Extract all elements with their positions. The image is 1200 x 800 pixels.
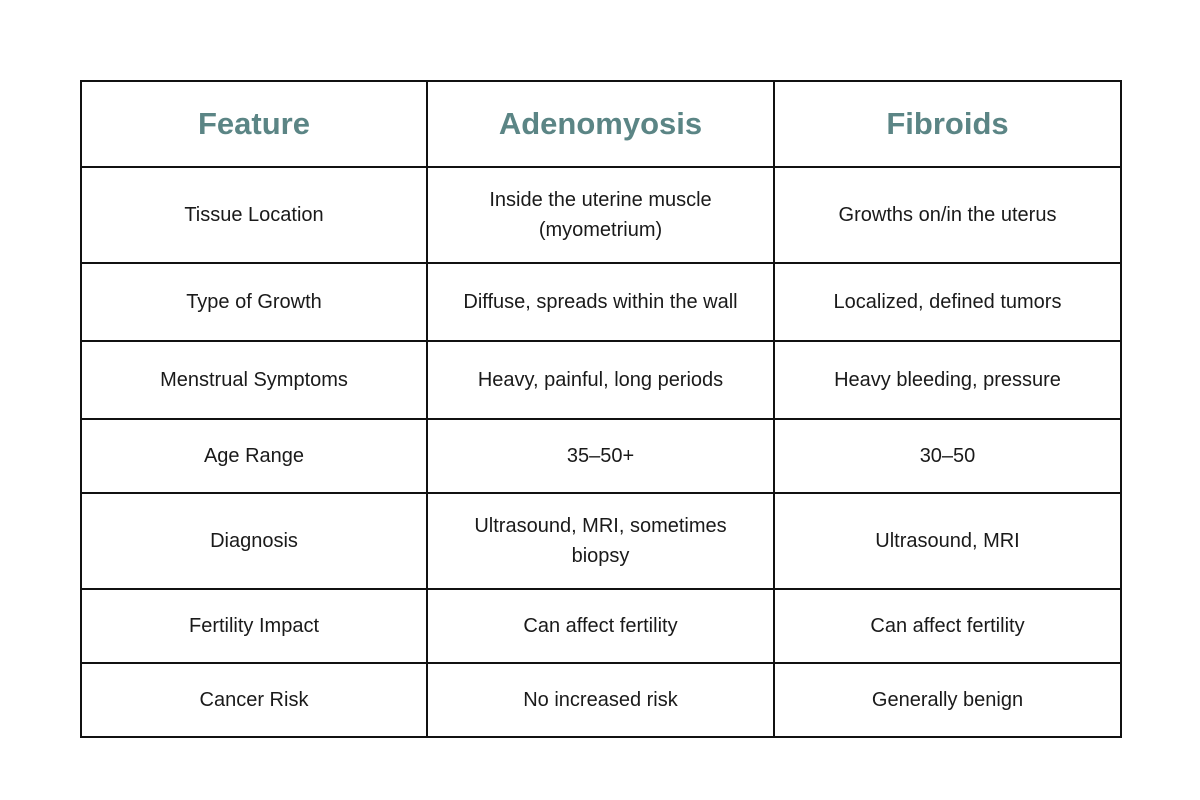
table-row xyxy=(81,589,1121,663)
table-row xyxy=(81,263,1121,341)
fibroids-cell: Growths on/in the uterus xyxy=(774,167,1121,263)
adenomyosis-cell: Ultrasound, MRI, sometimes biopsy xyxy=(427,493,774,589)
fibroids-cell: Generally benign xyxy=(774,663,1121,737)
feature-cell: Diagnosis xyxy=(81,493,427,589)
adenomyosis-cell: Inside the uterine muscle (myometrium) xyxy=(427,167,774,263)
header-feature: Feature xyxy=(81,81,427,167)
header-adenomyosis: Adenomyosis xyxy=(427,81,774,167)
feature-cell: Cancer Risk xyxy=(81,663,427,737)
feature-cell: Tissue Location xyxy=(81,167,427,263)
fibroids-cell: Ultrasound, MRI xyxy=(774,493,1121,589)
fibroids-cell: 30–50 xyxy=(774,419,1121,493)
header-fibroids: Fibroids xyxy=(774,81,1121,167)
fibroids-cell: Can affect fertility xyxy=(774,589,1121,663)
table-row xyxy=(81,341,1121,419)
table-row xyxy=(81,663,1121,737)
table-row xyxy=(81,493,1121,589)
comparison-table xyxy=(80,80,1122,738)
adenomyosis-cell: Can affect fertility xyxy=(427,589,774,663)
adenomyosis-cell: Diffuse, spreads within the wall xyxy=(427,263,774,341)
adenomyosis-cell: No increased risk xyxy=(427,663,774,737)
fibroids-cell: Heavy bleeding, pressure xyxy=(774,341,1121,419)
table-row xyxy=(81,167,1121,263)
feature-cell: Age Range xyxy=(81,419,427,493)
adenomyosis-cell: 35–50+ xyxy=(427,419,774,493)
adenomyosis-cell: Heavy, painful, long periods xyxy=(427,341,774,419)
table-row xyxy=(81,419,1121,493)
feature-cell: Type of Growth xyxy=(81,263,427,341)
fibroids-cell: Localized, defined tumors xyxy=(774,263,1121,341)
header-row xyxy=(81,81,1121,167)
feature-cell: Menstrual Symptoms xyxy=(81,341,427,419)
feature-cell: Fertility Impact xyxy=(81,589,427,663)
